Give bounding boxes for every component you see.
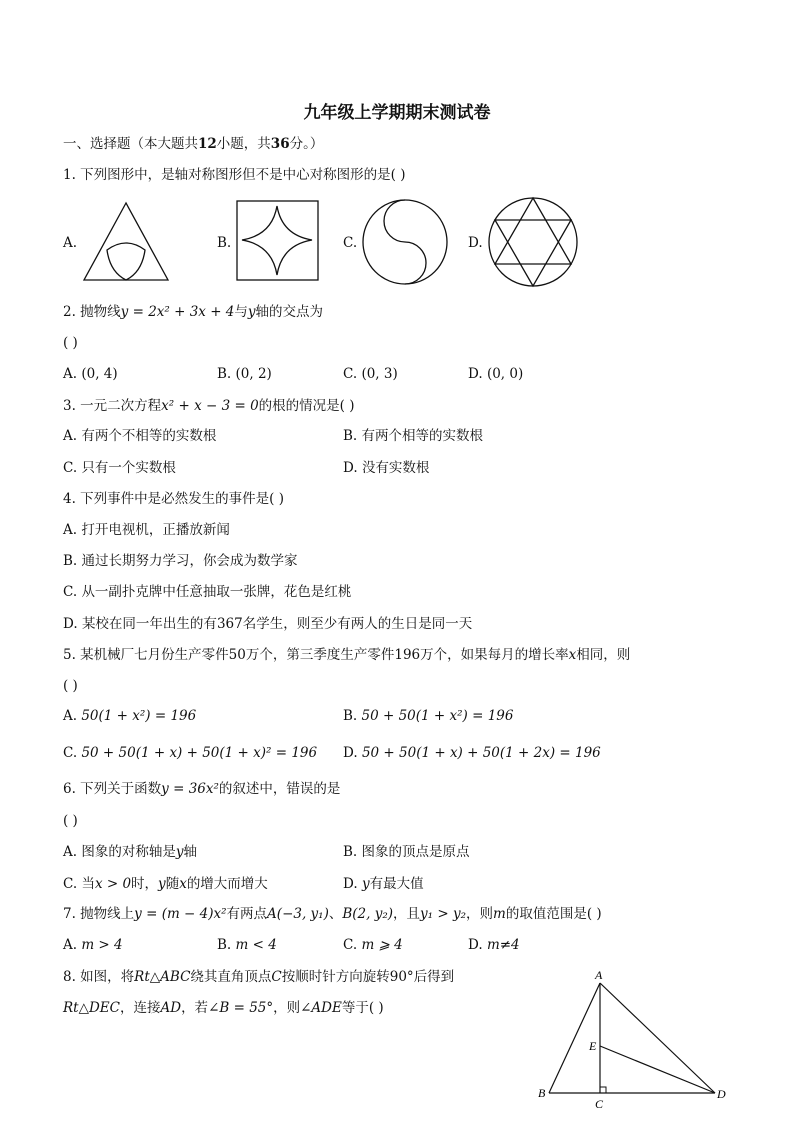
q5-option-d: D. 50 + 50(1 + x) + 50(1 + 2x) = 196	[343, 745, 601, 761]
square-shape	[237, 201, 318, 280]
q5-option-a: A. 50(1 + x²) = 196	[63, 708, 197, 724]
vertex-label-a: A	[595, 968, 603, 982]
q2-option-b: B. (0, 2)	[217, 366, 272, 382]
q7-option-a: A. m > 4	[63, 937, 123, 953]
q1-option-d-label: D.	[468, 235, 483, 251]
q6-stem: 6. 下列关于函数y = 36x²的叙述中，错误的是	[63, 781, 341, 797]
q6-option-b: B. 图象的顶点是原点	[343, 844, 470, 860]
q4-stem: 4. 下列事件中是必然发生的事件是( )	[63, 491, 284, 507]
q2-option-a: A. (0, 4)	[63, 366, 118, 382]
four-point-star-shape	[242, 206, 312, 275]
vertex-label-b: B	[538, 1086, 546, 1100]
q7-option-d: D. m≠4	[468, 937, 520, 953]
q4-option-a: A. 打开电视机，正播放新闻	[63, 522, 230, 538]
q4-option-b: B. 通过长期努力学习，你会成为数学家	[63, 553, 298, 569]
right-angle-mark	[600, 1087, 606, 1093]
q1-figure-a	[80, 200, 172, 284]
q6-option-a: A. 图象的对称轴是y轴	[63, 844, 197, 860]
q4-option-d: D. 某校在同一年出生的有367名学生，则至少有两人的生日是同一天	[63, 616, 473, 632]
q7-stem: 7. 抛物线上y = (m − 4)x²有两点A(−3, y₁)、B(2, y₂)，且y₁ > y₂，则m的取值范围是( )	[63, 906, 602, 922]
q5-answer-paren: ( )	[63, 678, 78, 694]
q1-figure-c	[360, 197, 450, 287]
q6-option-c: C. 当x > 0时，y随x的增大而增大	[63, 876, 268, 892]
q1-option-b-label: B.	[217, 235, 232, 251]
q5-option-c: C. 50 + 50(1 + x) + 50(1 + x)² = 196	[63, 745, 318, 761]
q2-option-c: C. (0, 3)	[343, 366, 398, 382]
q6-answer-paren: ( )	[63, 813, 78, 829]
vertex-label-e: E	[589, 1039, 597, 1053]
q3-option-d: D. 没有实数根	[343, 460, 430, 476]
q8-stem-line1: 8. 如图，将Rt△ABC绕其直角顶点C按顺时针方向旋转90°后得到	[63, 969, 455, 985]
q2-answer-paren: ( )	[63, 335, 78, 351]
q1-option-a-label: A.	[63, 235, 78, 251]
vertex-label-d: D	[717, 1087, 726, 1101]
segment-ab	[549, 983, 600, 1093]
segment-ad	[600, 983, 715, 1093]
q6-option-d: D. y有最大值	[343, 876, 424, 892]
q3-stem: 3. 一元二次方程x² + x − 3 = 0的根的情况是( )	[63, 398, 355, 414]
q7-option-c: C. m ⩾ 4	[343, 937, 403, 953]
q7-option-b: B. m < 4	[217, 937, 277, 953]
vertex-label-c: C	[595, 1097, 604, 1111]
q8-stem-line2: Rt△DEC，连接AD，若∠B = 55°，则∠ADE等于( )	[63, 1000, 384, 1016]
q4-option-c: C. 从一副扑克牌中任意抽取一张牌，花色是红桃	[63, 584, 352, 600]
yin-yang-curve	[384, 200, 426, 284]
q2-option-d: D. (0, 0)	[468, 366, 524, 382]
q8-geometry-figure	[535, 968, 735, 1113]
page-title: 九年级上学期期末测试卷	[303, 103, 491, 123]
triangle-up-shape	[495, 198, 571, 264]
q1-figure-d	[486, 195, 580, 289]
q3-option-b: B. 有两个相等的实数根	[343, 428, 484, 444]
q1-option-c-label: C.	[343, 235, 358, 251]
q5-stem: 5. 某机械厂七月份生产零件50万个，第三季度生产零件196万个，如果每月的增长率x相同，则	[63, 647, 631, 663]
reuleaux-shape	[107, 243, 145, 280]
q2-stem: 2. 抛物线y = 2x² + 3x + 4与y轴的交点为	[63, 304, 324, 320]
segment-ed	[600, 1046, 715, 1093]
section-heading: 一、选择题（本大题共12小题，共36分。）	[63, 136, 324, 152]
circle-shape	[489, 198, 577, 286]
triangle-shape	[84, 203, 168, 280]
triangle-down-shape	[495, 220, 571, 286]
q3-option-c: C. 只有一个实数根	[63, 460, 176, 476]
q5-option-b: B. 50 + 50(1 + x²) = 196	[343, 708, 514, 724]
q3-option-a: A. 有两个不相等的实数根	[63, 428, 217, 444]
q1-stem: 1. 下列图形中，是轴对称图形但不是中心对称图形的是( )	[63, 167, 406, 183]
q1-figure-b	[236, 200, 320, 282]
